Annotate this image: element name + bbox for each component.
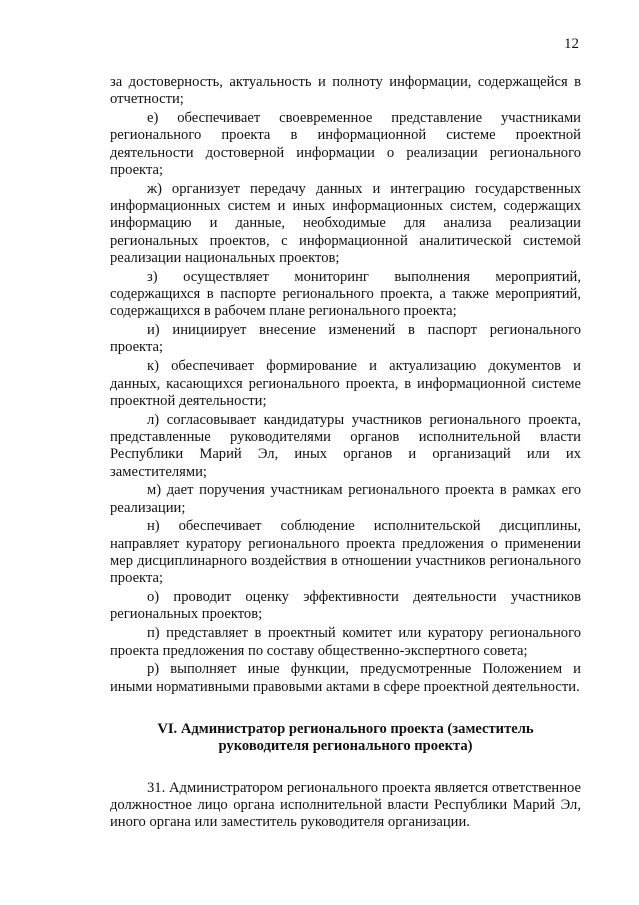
list-item-z: з) осуществляет мониторинг выполнения мероприятий, содержащихся в паспорте регионального проекта, а также мероприятий, содержащихся в рабочем плане регионального проекта; (110, 268, 581, 320)
paragraph-continuation: за достоверность, актуальность и полноту информации, содержащейся в отчетности; (110, 74, 581, 108)
document-body (110, 74, 581, 833)
list-item-k: к) обеспечивает формирование и актуализацию документов и данных, касающихся регионального проекта, в информационной системе проектной деятельности; (110, 358, 581, 409)
list-item-m: м) дает поручения участникам регионального проекта в рамках его реализации; (110, 482, 581, 516)
page-number: 12 (564, 36, 579, 52)
list-item-e: е) обеспечивает своевременное представление участниками регионального проекта в информационной системе проектной деятельности достоверной информации о реализации регионального проекта; (110, 110, 581, 178)
list-item-n: н) обеспечивает соблюдение исполнительской дисциплины, направляет куратору регионального проекта предложения о применении мер дисциплинарного воздействия в отношении участников регионального проекта; (110, 518, 581, 587)
list-item-r: р) выполняет иные функции, предусмотренные Положением и иными нормативными правовыми актами в сфере проектной деятельности. (110, 661, 581, 695)
list-item-i: и) инициирует внесение изменений в паспорт регионального проекта; (110, 322, 581, 356)
list-item-o: о) проводит оценку эффективности деятельности участников региональных проектов; (110, 589, 581, 623)
list-item-p: п) представляет в проектный комитет или куратору регионального проекта предложения по составу общественно-экспертного совета; (110, 625, 581, 659)
section-heading (110, 721, 581, 756)
list-item-zh: ж) организует передачу данных и интеграцию государственных информационных систем и иных информационных систем, содержащих информацию и данные, необходимые для анализа реализации региональных проектов, с информационной аналитической системой реализации национальных проектов; (110, 180, 581, 266)
list-item-l: л) согласовывает кандидатуры участников регионального проекта, представленные руководителями органов исполнительной власти Республики Марий Эл, иных органов и организаций или их заместителями; (110, 411, 581, 480)
clause-31: 31. Администратором регионального проекта является ответственное должностное лицо органа исполнительной власти Республики Марий Эл, иного органа или заместитель руководителя организации. (110, 779, 581, 831)
section-heading-line-1: VI. Администратор регионального проекта (заместитель (157, 720, 534, 737)
section-heading-line-2: руководителя регионального проекта) (218, 738, 473, 755)
